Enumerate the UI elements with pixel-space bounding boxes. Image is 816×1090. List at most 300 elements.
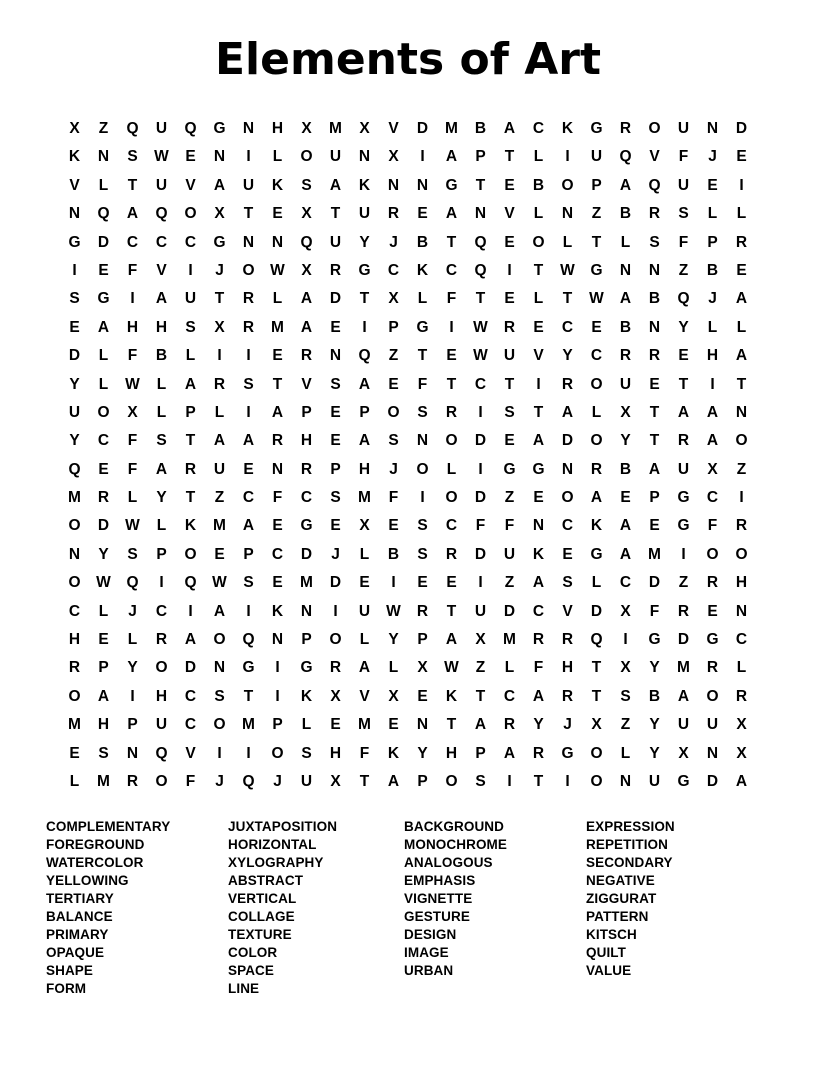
grid-cell[interactable]: T: [591, 659, 602, 677]
grid-cell[interactable]: C: [474, 375, 487, 393]
grid-cell[interactable]: A: [590, 489, 603, 507]
grid-cell[interactable]: D: [735, 120, 748, 137]
grid-cell[interactable]: E: [417, 205, 428, 223]
grid-cell[interactable]: G: [532, 460, 545, 478]
grid-cell[interactable]: S: [127, 148, 138, 166]
grid-cell[interactable]: E: [272, 574, 283, 592]
grid-cell[interactable]: M: [300, 574, 313, 592]
word-bank-item[interactable]: TERTIARY: [46, 891, 114, 907]
grid-cell[interactable]: O: [590, 772, 603, 790]
word-bank-item[interactable]: COLLAGE: [228, 909, 295, 925]
grid-cell[interactable]: T: [185, 432, 196, 450]
grid-cell[interactable]: X: [678, 744, 689, 762]
word-bank-item[interactable]: URBAN: [404, 963, 454, 979]
grid-cell[interactable]: J: [273, 772, 282, 790]
grid-cell[interactable]: I: [507, 772, 512, 790]
grid-cell[interactable]: H: [561, 659, 574, 677]
grid-cell[interactable]: M: [329, 120, 342, 137]
grid-cell[interactable]: E: [649, 517, 660, 535]
grid-cell[interactable]: S: [243, 574, 254, 592]
grid-cell[interactable]: Q: [184, 120, 197, 137]
grid-cell[interactable]: G: [590, 261, 603, 279]
grid-cell[interactable]: G: [706, 631, 719, 649]
grid-cell[interactable]: U: [358, 602, 371, 620]
grid-cell[interactable]: N: [242, 120, 255, 137]
grid-cell[interactable]: S: [330, 375, 341, 393]
grid-cell[interactable]: X: [214, 205, 225, 223]
grid-cell[interactable]: W: [212, 574, 227, 592]
grid-cell[interactable]: A: [242, 517, 255, 535]
grid-cell[interactable]: F: [707, 517, 718, 535]
grid-cell[interactable]: M: [271, 318, 284, 336]
grid-cell[interactable]: E: [504, 233, 515, 251]
grid-cell[interactable]: R: [590, 460, 603, 478]
grid-cell[interactable]: D: [184, 659, 197, 677]
grid-cell[interactable]: P: [417, 772, 428, 790]
grid-cell[interactable]: C: [300, 489, 313, 507]
grid-cell[interactable]: G: [68, 233, 81, 251]
grid-cell[interactable]: F: [127, 261, 138, 279]
grid-cell[interactable]: X: [475, 631, 486, 649]
grid-cell[interactable]: U: [68, 403, 81, 421]
grid-cell[interactable]: R: [271, 432, 284, 450]
grid-cell[interactable]: E: [388, 375, 399, 393]
grid-cell[interactable]: M: [68, 716, 81, 734]
grid-cell[interactable]: U: [474, 602, 487, 620]
grid-cell[interactable]: F: [533, 659, 544, 677]
grid-cell[interactable]: C: [445, 261, 458, 279]
grid-cell[interactable]: T: [475, 687, 486, 705]
grid-cell[interactable]: F: [649, 602, 660, 620]
grid-cell[interactable]: R: [445, 545, 458, 563]
word-bank-item[interactable]: WATERCOLOR: [46, 855, 144, 871]
grid-cell[interactable]: L: [620, 744, 631, 762]
grid-cell[interactable]: G: [648, 631, 661, 649]
grid-cell[interactable]: F: [446, 290, 457, 308]
grid-cell[interactable]: T: [330, 205, 341, 223]
grid-cell[interactable]: X: [388, 148, 399, 166]
grid-cell[interactable]: O: [300, 148, 313, 166]
grid-cell[interactable]: S: [562, 574, 573, 592]
grid-cell[interactable]: O: [445, 772, 458, 790]
grid-cell[interactable]: I: [188, 602, 193, 620]
grid-cell[interactable]: K: [68, 148, 81, 166]
grid-cell[interactable]: X: [620, 602, 631, 620]
grid-cell[interactable]: O: [445, 432, 458, 450]
grid-cell[interactable]: R: [416, 602, 429, 620]
grid-cell[interactable]: I: [565, 772, 570, 790]
grid-cell[interactable]: T: [185, 489, 196, 507]
grid-cell[interactable]: O: [68, 517, 81, 535]
grid-cell[interactable]: O: [184, 545, 197, 563]
grid-cell[interactable]: U: [155, 716, 168, 734]
grid-cell[interactable]: N: [619, 261, 632, 279]
grid-cell[interactable]: U: [155, 176, 168, 194]
grid-cell[interactable]: M: [503, 631, 516, 649]
grid-cell[interactable]: L: [185, 347, 196, 365]
grid-cell[interactable]: D: [68, 347, 81, 365]
grid-cell[interactable]: F: [504, 517, 515, 535]
grid-cell[interactable]: E: [330, 403, 341, 421]
grid-cell[interactable]: Y: [649, 659, 660, 677]
grid-cell[interactable]: L: [707, 318, 718, 336]
grid-cell[interactable]: T: [591, 687, 602, 705]
grid-cell[interactable]: W: [560, 261, 575, 279]
grid-cell[interactable]: E: [330, 716, 341, 734]
grid-cell[interactable]: Q: [619, 148, 632, 166]
grid-cell[interactable]: I: [72, 261, 77, 279]
grid-cell[interactable]: I: [130, 687, 135, 705]
grid-cell[interactable]: U: [329, 148, 342, 166]
grid-cell[interactable]: V: [185, 744, 196, 762]
grid-cell[interactable]: O: [561, 489, 574, 507]
word-bank-item[interactable]: SECONDARY: [586, 855, 673, 871]
grid-cell[interactable]: Q: [300, 233, 313, 251]
grid-cell[interactable]: F: [678, 233, 689, 251]
grid-cell[interactable]: S: [185, 318, 196, 336]
grid-cell[interactable]: Y: [156, 489, 167, 507]
grid-cell[interactable]: R: [300, 460, 313, 478]
grid-cell[interactable]: A: [155, 290, 168, 308]
grid-cell[interactable]: T: [272, 375, 283, 393]
grid-cell[interactable]: I: [246, 403, 251, 421]
grid-cell[interactable]: P: [388, 318, 399, 336]
grid-cell[interactable]: A: [677, 403, 690, 421]
grid-cell[interactable]: G: [213, 120, 226, 137]
grid-cell[interactable]: R: [677, 602, 690, 620]
grid-cell[interactable]: K: [561, 120, 574, 137]
grid-cell[interactable]: M: [358, 716, 371, 734]
grid-cell[interactable]: D: [97, 517, 110, 535]
grid-cell[interactable]: G: [300, 659, 313, 677]
grid-cell[interactable]: G: [300, 517, 313, 535]
grid-cell[interactable]: J: [331, 545, 340, 563]
grid-cell[interactable]: C: [532, 120, 545, 137]
grid-cell[interactable]: R: [126, 772, 139, 790]
grid-cell[interactable]: B: [387, 545, 400, 563]
grid-cell[interactable]: Z: [591, 205, 602, 223]
grid-cell[interactable]: R: [242, 290, 255, 308]
word-bank-item[interactable]: QUILT: [586, 945, 626, 961]
grid-cell[interactable]: B: [474, 120, 487, 137]
grid-cell[interactable]: Z: [504, 574, 515, 592]
grid-cell[interactable]: E: [707, 602, 718, 620]
grid-cell[interactable]: I: [188, 261, 193, 279]
grid-cell[interactable]: L: [446, 460, 457, 478]
word-bank-item[interactable]: COLOR: [228, 945, 278, 961]
grid-cell[interactable]: H: [68, 631, 81, 649]
word-bank-item[interactable]: ANALOGOUS: [404, 855, 493, 871]
grid-cell[interactable]: K: [300, 687, 313, 705]
word-bank-item[interactable]: VERTICAL: [228, 891, 297, 907]
grid-cell[interactable]: H: [706, 347, 719, 365]
grid-cell[interactable]: R: [706, 574, 719, 592]
grid-cell[interactable]: O: [271, 744, 284, 762]
grid-cell[interactable]: X: [388, 290, 399, 308]
grid-cell[interactable]: I: [246, 602, 251, 620]
grid-cell[interactable]: G: [590, 545, 603, 563]
grid-cell[interactable]: C: [184, 687, 197, 705]
grid-cell[interactable]: I: [420, 148, 425, 166]
grid-cell[interactable]: C: [68, 602, 81, 620]
grid-cell[interactable]: I: [478, 460, 483, 478]
grid-cell[interactable]: E: [533, 489, 544, 507]
grid-cell[interactable]: O: [184, 205, 197, 223]
grid-cell[interactable]: C: [619, 574, 632, 592]
grid-cell[interactable]: F: [185, 772, 196, 790]
grid-cell[interactable]: R: [242, 318, 255, 336]
grid-cell[interactable]: E: [504, 432, 515, 450]
grid-cell[interactable]: P: [417, 631, 428, 649]
grid-cell[interactable]: N: [416, 716, 429, 734]
grid-cell[interactable]: R: [677, 432, 690, 450]
grid-cell[interactable]: T: [127, 176, 138, 194]
grid-cell[interactable]: N: [242, 233, 255, 251]
grid-cell[interactable]: L: [562, 233, 573, 251]
grid-cell[interactable]: N: [271, 460, 284, 478]
grid-cell[interactable]: Z: [678, 261, 689, 279]
grid-cell[interactable]: A: [213, 432, 226, 450]
word-bank-item[interactable]: MONOCHROME: [404, 837, 507, 853]
grid-cell[interactable]: L: [98, 602, 109, 620]
grid-cell[interactable]: E: [620, 489, 631, 507]
grid-cell[interactable]: L: [98, 375, 109, 393]
grid-cell[interactable]: D: [97, 233, 110, 251]
grid-cell[interactable]: Q: [184, 574, 197, 592]
grid-cell[interactable]: C: [242, 489, 255, 507]
grid-cell[interactable]: X: [69, 120, 80, 137]
word-bank-item[interactable]: ABSTRACT: [228, 873, 304, 889]
grid-cell[interactable]: F: [127, 432, 138, 450]
grid-cell[interactable]: H: [300, 432, 313, 450]
grid-cell[interactable]: R: [97, 489, 110, 507]
grid-cell[interactable]: A: [387, 772, 400, 790]
grid-cell[interactable]: R: [387, 205, 400, 223]
grid-cell[interactable]: L: [272, 148, 283, 166]
grid-cell[interactable]: E: [388, 517, 399, 535]
grid-cell[interactable]: O: [213, 716, 226, 734]
grid-cell[interactable]: Q: [126, 574, 139, 592]
grid-cell[interactable]: C: [735, 631, 748, 649]
grid-cell[interactable]: U: [300, 772, 313, 790]
grid-cell[interactable]: Z: [388, 347, 399, 365]
grid-cell[interactable]: G: [561, 744, 574, 762]
grid-cell[interactable]: F: [475, 517, 486, 535]
grid-cell[interactable]: M: [677, 659, 690, 677]
grid-cell[interactable]: G: [97, 290, 110, 308]
grid-cell[interactable]: E: [533, 318, 544, 336]
grid-cell[interactable]: V: [359, 687, 370, 705]
grid-cell[interactable]: E: [98, 261, 109, 279]
grid-cell[interactable]: K: [271, 176, 284, 194]
grid-cell[interactable]: D: [474, 545, 487, 563]
grid-cell[interactable]: U: [503, 347, 516, 365]
word-bank-item[interactable]: TEXTURE: [228, 927, 292, 943]
grid-cell[interactable]: L: [533, 148, 544, 166]
grid-cell[interactable]: U: [503, 545, 516, 563]
grid-cell[interactable]: Q: [155, 744, 168, 762]
grid-cell[interactable]: O: [590, 432, 603, 450]
grid-cell[interactable]: Q: [474, 261, 487, 279]
grid-cell[interactable]: C: [271, 545, 284, 563]
grid-cell[interactable]: X: [330, 772, 341, 790]
grid-cell[interactable]: S: [330, 489, 341, 507]
grid-cell[interactable]: N: [706, 120, 719, 137]
grid-cell[interactable]: N: [358, 148, 371, 166]
grid-cell[interactable]: Y: [649, 716, 660, 734]
grid-cell[interactable]: N: [329, 347, 342, 365]
grid-cell[interactable]: I: [275, 687, 280, 705]
grid-cell[interactable]: X: [301, 205, 312, 223]
grid-cell[interactable]: M: [242, 716, 255, 734]
grid-cell[interactable]: U: [619, 375, 632, 393]
grid-cell[interactable]: T: [417, 347, 428, 365]
grid-cell[interactable]: D: [329, 574, 342, 592]
grid-cell[interactable]: G: [213, 233, 226, 251]
grid-cell[interactable]: Q: [648, 176, 661, 194]
grid-cell[interactable]: A: [503, 744, 516, 762]
grid-cell[interactable]: A: [706, 432, 719, 450]
grid-cell[interactable]: O: [213, 631, 226, 649]
grid-cell[interactable]: X: [127, 403, 138, 421]
grid-cell[interactable]: X: [417, 659, 428, 677]
word-bank-item[interactable]: YELLOWING: [46, 873, 129, 889]
grid-cell[interactable]: L: [504, 659, 515, 677]
grid-cell[interactable]: K: [445, 687, 458, 705]
grid-cell[interactable]: Q: [242, 631, 255, 649]
grid-cell[interactable]: C: [590, 347, 603, 365]
grid-cell[interactable]: E: [591, 318, 602, 336]
grid-cell[interactable]: O: [97, 403, 110, 421]
grid-cell[interactable]: U: [706, 716, 719, 734]
grid-cell[interactable]: E: [272, 517, 283, 535]
grid-cell[interactable]: E: [98, 460, 109, 478]
grid-cell[interactable]: Y: [678, 318, 689, 336]
grid-cell[interactable]: E: [504, 176, 515, 194]
grid-cell[interactable]: S: [620, 687, 631, 705]
grid-cell[interactable]: E: [330, 517, 341, 535]
grid-cell[interactable]: U: [358, 205, 371, 223]
grid-cell[interactable]: Q: [97, 205, 110, 223]
grid-cell[interactable]: A: [648, 460, 661, 478]
grid-cell[interactable]: S: [417, 545, 428, 563]
grid-cell[interactable]: B: [648, 290, 661, 308]
grid-cell[interactable]: Y: [533, 716, 544, 734]
grid-cell[interactable]: O: [532, 233, 545, 251]
grid-cell[interactable]: F: [678, 148, 689, 166]
word-bank-item[interactable]: OPAQUE: [46, 945, 105, 961]
grid-cell[interactable]: E: [736, 261, 747, 279]
grid-cell[interactable]: J: [389, 233, 398, 251]
grid-cell[interactable]: K: [416, 261, 429, 279]
grid-cell[interactable]: A: [619, 517, 632, 535]
grid-cell[interactable]: A: [155, 460, 168, 478]
grid-cell[interactable]: Y: [649, 744, 660, 762]
grid-cell[interactable]: I: [536, 375, 541, 393]
grid-cell[interactable]: N: [735, 602, 748, 620]
grid-cell[interactable]: W: [154, 148, 169, 166]
grid-cell[interactable]: L: [156, 375, 167, 393]
grid-cell[interactable]: I: [710, 375, 715, 393]
grid-cell[interactable]: D: [561, 432, 574, 450]
grid-cell[interactable]: O: [735, 432, 748, 450]
grid-cell[interactable]: R: [735, 687, 748, 705]
grid-cell[interactable]: X: [620, 403, 631, 421]
grid-cell[interactable]: V: [69, 176, 80, 194]
grid-cell[interactable]: R: [68, 659, 81, 677]
grid-cell[interactable]: D: [648, 574, 661, 592]
grid-cell[interactable]: W: [473, 318, 488, 336]
grid-cell[interactable]: A: [503, 120, 516, 137]
grid-cell[interactable]: N: [648, 318, 661, 336]
grid-cell[interactable]: A: [97, 318, 110, 336]
grid-cell[interactable]: M: [97, 772, 110, 790]
grid-cell[interactable]: A: [445, 631, 458, 649]
grid-cell[interactable]: R: [155, 631, 168, 649]
grid-cell[interactable]: L: [533, 290, 544, 308]
grid-cell[interactable]: Y: [388, 631, 399, 649]
word-bank-item[interactable]: KITSCH: [586, 927, 637, 943]
grid-cell[interactable]: P: [649, 489, 660, 507]
grid-cell[interactable]: A: [300, 290, 313, 308]
grid-cell[interactable]: T: [359, 290, 370, 308]
grid-cell[interactable]: X: [736, 744, 747, 762]
grid-cell[interactable]: C: [184, 233, 197, 251]
grid-cell[interactable]: E: [69, 318, 80, 336]
grid-cell[interactable]: U: [648, 772, 661, 790]
grid-cell[interactable]: T: [678, 375, 689, 393]
grid-cell[interactable]: P: [301, 631, 312, 649]
grid-cell[interactable]: C: [126, 233, 139, 251]
grid-cell[interactable]: X: [620, 659, 631, 677]
grid-cell[interactable]: S: [69, 290, 80, 308]
grid-cell[interactable]: T: [475, 290, 486, 308]
grid-cell[interactable]: O: [329, 631, 342, 649]
grid-cell[interactable]: A: [184, 375, 197, 393]
grid-cell[interactable]: R: [706, 659, 719, 677]
grid-cell[interactable]: D: [590, 602, 603, 620]
grid-cell[interactable]: A: [735, 347, 748, 365]
grid-cell[interactable]: O: [155, 659, 168, 677]
grid-cell[interactable]: A: [445, 148, 458, 166]
grid-cell[interactable]: A: [532, 432, 545, 450]
grid-cell[interactable]: E: [707, 176, 718, 194]
grid-cell[interactable]: B: [648, 687, 661, 705]
grid-cell[interactable]: A: [358, 375, 371, 393]
grid-cell[interactable]: J: [128, 602, 137, 620]
grid-cell[interactable]: S: [475, 772, 486, 790]
grid-cell[interactable]: O: [387, 403, 400, 421]
grid-cell[interactable]: I: [333, 602, 338, 620]
grid-cell[interactable]: I: [217, 347, 222, 365]
grid-cell[interactable]: Y: [69, 375, 80, 393]
grid-cell[interactable]: G: [503, 460, 516, 478]
grid-cell[interactable]: G: [358, 261, 371, 279]
grid-cell[interactable]: F: [127, 347, 138, 365]
grid-cell[interactable]: S: [98, 744, 109, 762]
word-bank-item[interactable]: EXPRESSION: [586, 819, 675, 835]
grid-cell[interactable]: S: [649, 233, 660, 251]
grid-cell[interactable]: C: [155, 233, 168, 251]
grid-cell[interactable]: V: [301, 375, 312, 393]
grid-cell[interactable]: I: [478, 403, 483, 421]
grid-cell[interactable]: R: [503, 318, 516, 336]
grid-cell[interactable]: R: [213, 375, 226, 393]
grid-cell[interactable]: B: [619, 205, 632, 223]
grid-cell[interactable]: P: [359, 403, 370, 421]
grid-cell[interactable]: X: [359, 120, 370, 137]
grid-cell[interactable]: T: [359, 772, 370, 790]
